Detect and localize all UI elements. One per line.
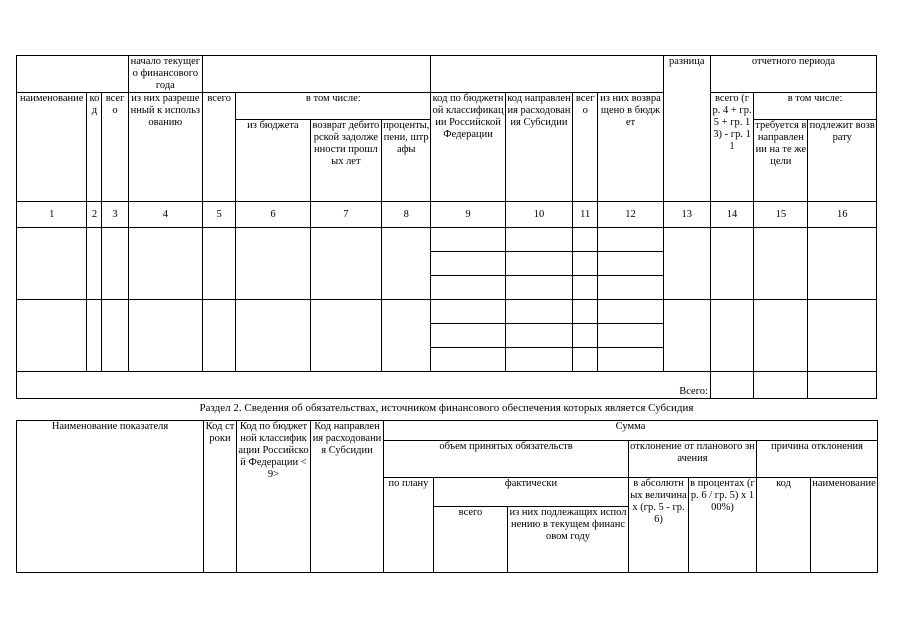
col-number: 4 bbox=[128, 202, 202, 228]
col-returned-header: из них возвращено в бюджет bbox=[598, 93, 663, 202]
col-total-header: всего bbox=[102, 93, 128, 202]
col-name-header: наименование bbox=[17, 93, 87, 202]
balance-table bbox=[16, 55, 877, 399]
reason-code-header: код bbox=[757, 478, 811, 573]
table1-header-row bbox=[17, 93, 877, 120]
col-total-formula-header: всего (гр. 4 + гр. 5 + гр. 13) - гр. 11 bbox=[710, 93, 753, 202]
reason-name-header: наименование bbox=[811, 478, 878, 573]
reporting-period-header: отчетного периода bbox=[710, 56, 876, 93]
col-number: 16 bbox=[808, 202, 877, 228]
col-number: 12 bbox=[598, 202, 663, 228]
col-number: 7 bbox=[310, 202, 381, 228]
direction-code-header: Код направления расходования Субсидии bbox=[311, 421, 384, 573]
col-number: 8 bbox=[382, 202, 431, 228]
col-needed-header: требуется в направлении на те же цели bbox=[754, 120, 808, 202]
table-row bbox=[17, 228, 877, 252]
col-direction-header: код направления расходования Субсидии bbox=[505, 93, 572, 202]
col-number: 10 bbox=[505, 202, 572, 228]
actual-current-year-header: из них подлежащих исполнению в текущем финансовом году bbox=[508, 507, 629, 573]
col-number: 15 bbox=[754, 202, 808, 228]
col-number: 1 bbox=[17, 202, 87, 228]
actual-header: фактически bbox=[434, 478, 629, 507]
total-label: Всего: bbox=[17, 372, 711, 399]
col-from-budget-header: из бюджета bbox=[236, 120, 310, 202]
col-number: 6 bbox=[236, 202, 310, 228]
col-number: 13 bbox=[663, 202, 710, 228]
obligations-volume-header: объем принятых обязательств bbox=[384, 441, 629, 478]
col-number: 11 bbox=[573, 202, 598, 228]
percent-deviation-header: в процентах (гр. 6 / гр. 5) x 100%) bbox=[689, 478, 757, 573]
section-2-title: Раздел 2. Сведения об обязательствах, источником финансового обеспечения которых является Субсидия bbox=[199, 402, 694, 414]
start-year-header: начало текущего финансового года bbox=[128, 56, 202, 93]
line-code-header: Код строки bbox=[204, 421, 237, 573]
col-total3-header: всего bbox=[573, 93, 598, 202]
col-number: 5 bbox=[203, 202, 236, 228]
actual-total-header: всего bbox=[434, 507, 508, 573]
col-to-return-header: подлежит возврату bbox=[808, 120, 877, 202]
table1-top-row bbox=[17, 56, 877, 93]
deviation-header: отклонение от планового значения bbox=[629, 441, 757, 478]
including-header: в том числе: bbox=[236, 93, 431, 120]
difference-header: разница bbox=[663, 56, 710, 202]
col-receivables-header: возврат дебиторской задолженности прошлых лет bbox=[310, 120, 381, 202]
table-row bbox=[17, 300, 877, 324]
col-permitted-header: из них разрешенный к использованию bbox=[128, 93, 202, 202]
col-code-header: код bbox=[87, 93, 102, 202]
col-interest-header: проценты, пени, штрафы bbox=[382, 120, 431, 202]
abs-deviation-header: в абсолютных величинах (гр. 5 - гр. 6) bbox=[629, 478, 689, 573]
col-number: 3 bbox=[102, 202, 128, 228]
table2-header-row bbox=[17, 421, 878, 441]
sum-header: Сумма bbox=[384, 421, 878, 441]
obligations-table bbox=[16, 420, 878, 573]
including2-header: в том числе: bbox=[754, 93, 877, 120]
deviation-reason-header: причина отклонения bbox=[757, 441, 878, 478]
total-row bbox=[17, 372, 877, 399]
col-number: 9 bbox=[431, 202, 505, 228]
by-plan-header: по плану bbox=[384, 478, 434, 573]
col-number: 14 bbox=[710, 202, 753, 228]
column-numbers-row bbox=[17, 202, 877, 228]
indicator-name-header: Наименование показателя bbox=[17, 421, 204, 573]
col-number: 2 bbox=[87, 202, 102, 228]
bcc-code-header: Код по бюджетной классификации Российской Федерации <9> bbox=[237, 421, 311, 573]
col-total2-header: всего bbox=[203, 93, 236, 202]
col-bcc-header: код по бюджетной классификации Российской Федерации bbox=[431, 93, 505, 202]
